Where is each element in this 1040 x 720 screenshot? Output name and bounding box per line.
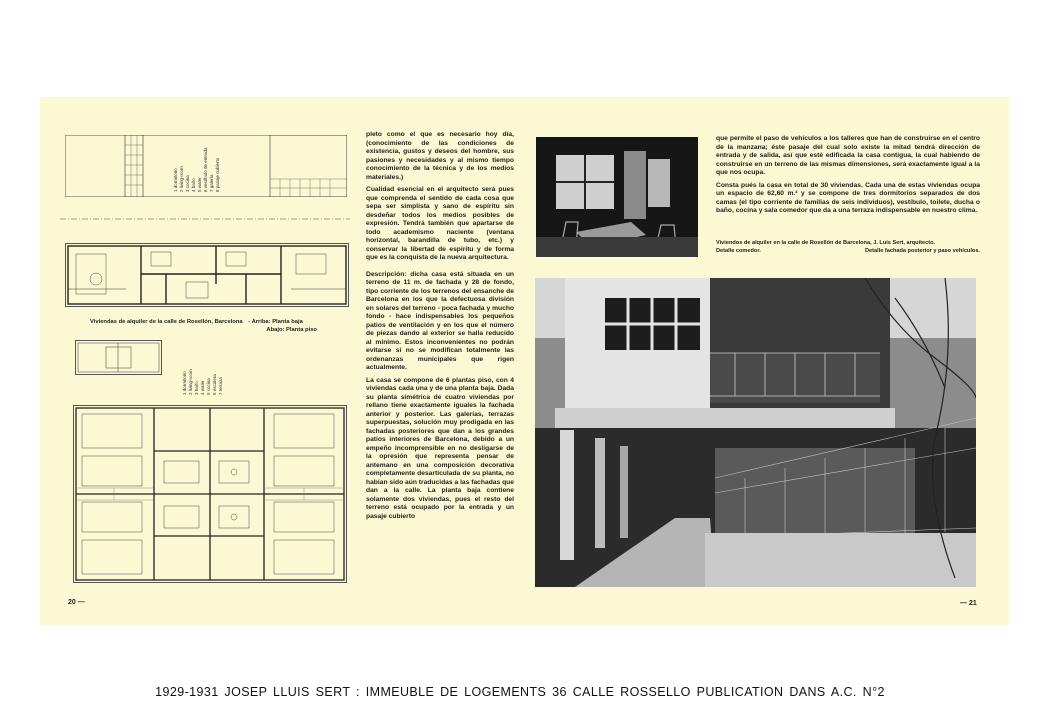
ground-floor-detail-plan (65, 243, 349, 307)
key-plan (75, 340, 162, 375)
photos-caption-right: Detalle fachada posterior y paso vehículos. (864, 247, 980, 254)
left-text-column (366, 131, 514, 525)
photos-caption-left: Detalle comedor. (716, 247, 761, 254)
rear-facade-photo (535, 278, 976, 587)
plans-caption-main: Viviendas de alquiler de la calle de Rosellón, Barcelona (90, 319, 243, 325)
site-line (60, 215, 350, 223)
left-paragraph-1: pleto como el que es necesario hoy día, (conocimiento de las condiciones de existencia, gustos y deseos del hombre, sus pasiones y necesidades y al mismo tiempo conocimiento de la técnica y de los medios materiales.) (366, 131, 514, 181)
left-paragraph-4: La casa se compone de 6 plantas piso, con 4 viviendas cada una y de una planta baja. Dada su planta simétrica de cuatro viviendas por rellano tiene exactamente iguales la fachada anterior y posterior. Las galerías, terrazas superpuestas, solución muy prodigada en las fachadas posteriores que dan a los grandes patios interiores de Barcelona, debido a un empeño incomprensible en no desligarse de la opresión que representa pensar de antemano en una composición decorativa completamente desarticulada de su planta, no habían sido aún traducidas a las fachadas que dan a la calle. La planta baja contiene solamente dos viviendas, pues el resto del terreno está ocupado por la entrada y un pasaje cubierto (366, 376, 514, 520)
right-paragraph-1: que permite el paso de vehículos a los talleres que han de construirse en el centro de la manzana; éste pasaje del cual solo existe la mitad tendrá dirección de entrada y de salida, así que esté edificada la casa contigua, la cual habiendo de construirse en un terreno de las mismas dimensiones, será exactamente igual a la que nos ocupa. (716, 135, 980, 176)
photos-caption (716, 240, 980, 255)
right-paragraph-2: Consta pués la casa en total de 30 viviendas. Cada una de estas viviendas ocupa un espacio de 62,60 m.² y se compone de tres dormitorios separados de dos camas (el tipo corriente de familias de seis individuos), vestíbulo, toilete, ducha o baño, cocina y sala comedor que da a una terraza indispensable en nuestro clima. (716, 181, 980, 214)
right-text-column (716, 135, 980, 220)
magazine-spread (40, 97, 1009, 625)
plans-caption-top: Arriba: Planta baja (251, 319, 303, 325)
document-footer: 1929-1931 JOSEP LLUIS SERT : IMMEUBLE DE LOGEMENTS 36 CALLE ROSSELLO PUBLICATION DANS A.C. N°2 (155, 685, 885, 699)
left-paragraph-3: Descripción: dicha casa está situada en un terreno de 11 m. de fachada y 28 de fondo, tipo corriente de los terrenos del ensanche de Barcelona en los que la defectuosa división en solares del terreno - poca fachada y mucho fondo - hace indispensables los pequeños patios de ventilación y en los que el número de piezas dando al exterior se halla reducido al mínimo. Estos inconvenientes no podrán evitarse si no se modifican totalmente las ordenanzas municipales que rigen actualmente. (366, 270, 514, 371)
ground-floor-detail-drawing (66, 244, 348, 306)
left-paragraph-2: Cualidad esencial en el arquitecto será pues que comprenda el sentido de cada cosa que sepa ser simplista y sano de espíritu sin desdeñar todos los medios posibles de expresión. Tendrá también que apartarse de todo academismo naciente (ventana horizontal, barandilla de tubo, etc.) y conservar la libertad de espíritu y de forma que es la conquista de la nueva arquitectura. (366, 186, 514, 261)
dining-room-photo-image (536, 137, 698, 257)
right-page-number: — 21 (960, 600, 977, 607)
upper-floor-plan (73, 405, 347, 583)
plans-caption-bottom: Abajo: Planta piso (266, 326, 317, 333)
ground-floor-legend: 1 dormitorio 2 living-room 3 cocina 4 baño 5 water 6 vestíbulo de entrada 7 galería 8 pasaje cubierto (173, 147, 220, 192)
dining-room-photo (536, 137, 698, 257)
key-plan-drawing (76, 341, 161, 374)
upper-floor-plan-drawing (74, 406, 346, 582)
left-page-number: 20 — (68, 599, 85, 606)
photos-caption-line1: Viviendos de alquiler en la calle de Rosellón de Barcelona, J. Luis Sert, arquitecto. (716, 240, 936, 246)
plans-caption: Viviendas de alquiler de la calle de Rosellón, Barcelona - Arriba: Planta baja Abajo: Planta piso (90, 319, 317, 333)
rear-facade-photo-image (535, 278, 976, 587)
upper-floor-legend: 1 dormitorio 2 living-room 3 baño 4 water 5 cocina 6 escalera 7 terraza (182, 369, 223, 395)
